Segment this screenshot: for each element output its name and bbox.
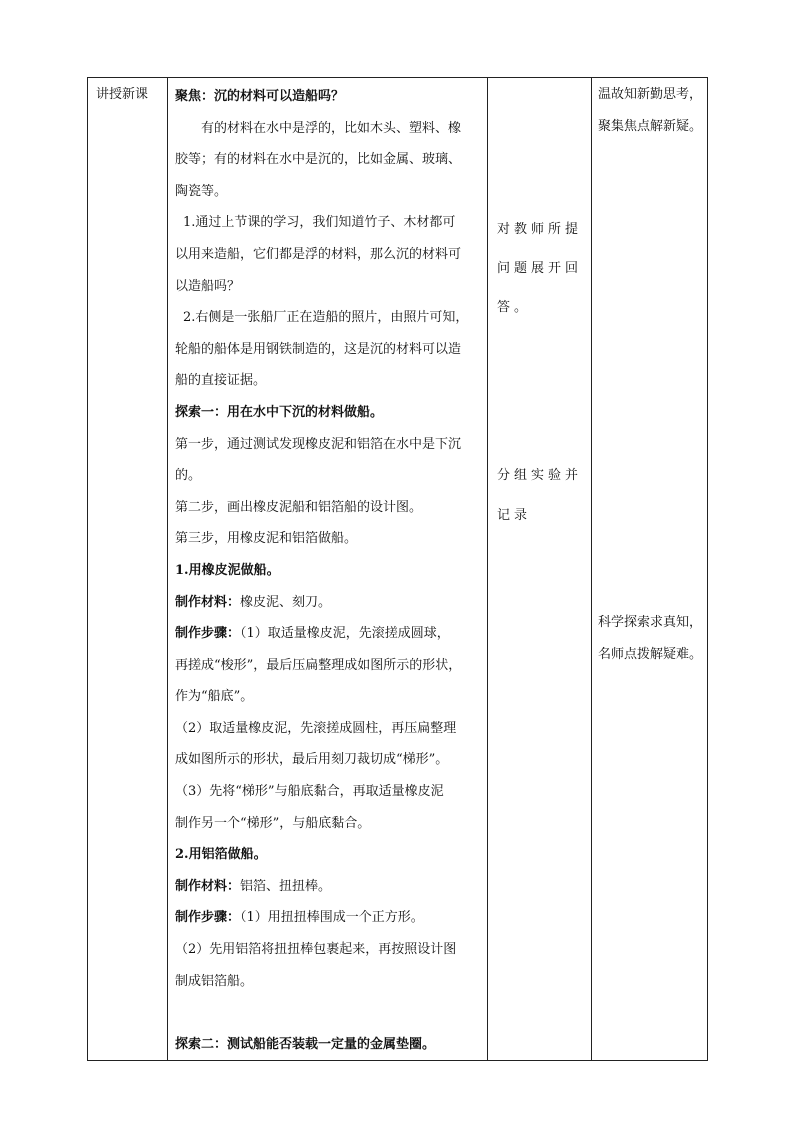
step-line: （2）取适量橡皮泥，先滚搓成圆柱，再压扁整理	[175, 720, 457, 736]
foil-steps-line	[175, 902, 479, 934]
group-line: 分组实验并	[497, 468, 583, 483]
paragraph-line: 船的直接证据。	[175, 373, 267, 389]
paragraph-line: 以造船吗？	[175, 278, 241, 294]
clay-boat-heading: 1.用橡皮泥做船。	[175, 562, 280, 578]
clay-material-line	[175, 587, 479, 619]
paragraph-line: 以用来造船，它们都是浮的材料，那么沉的材料可	[175, 246, 462, 262]
stage-cell	[88, 78, 168, 1061]
paragraph-line: 陶瓷等。	[175, 183, 228, 199]
steps-text: （1）用扭扭棒围成一个正方形。	[240, 910, 424, 926]
material-text: 橡皮泥、刻刀。	[240, 594, 332, 610]
answer-line: 对教师所提	[497, 222, 583, 237]
paragraph-line: 1.通过上节课的学习，我们知道竹子、木材都可	[183, 215, 456, 231]
paragraph-line: 轮船的船体是用钢铁制造的，这是沉的材料可以造	[175, 341, 462, 357]
step-line: 制作另一个“梯形”，与船底黏合。	[175, 815, 371, 831]
paragraph-line: 胶等；有的材料在水中是沉的，比如金属、玻璃、	[175, 152, 462, 168]
intent-line: 名师点拨解疑难。	[598, 647, 703, 662]
step-line: 第二步，画出橡皮泥船和铝箔船的设计图。	[175, 499, 423, 515]
clay-steps-line	[175, 618, 479, 650]
student-activity-cell	[488, 78, 592, 1061]
design-intent-cell	[592, 78, 708, 1061]
group-line: 记录	[497, 508, 532, 523]
step-line: （2）先用铝箔将扭扭棒包裹起来，再按照设计图	[175, 942, 457, 958]
material-label: 制作材料：	[175, 878, 241, 894]
intent-line: 聚集焦点解新疑。	[598, 119, 703, 134]
stage-label: 讲授新课	[96, 87, 149, 102]
step-line: 第一步，通过测试发现橡皮泥和铝箔在水中是下沉	[175, 436, 462, 452]
step-line: 成如图所示的形状，最后用刻刀裁切成“梯形”。	[175, 752, 449, 768]
lesson-plan-table	[87, 77, 708, 1061]
steps-text: （1）取适量橡皮泥，先滚搓成圆球，	[240, 626, 450, 642]
steps-label: 制作步骤：	[175, 910, 241, 926]
paragraph-line: 有的材料在水中是浮的，比如木头、塑料、橡	[201, 120, 462, 136]
answer-line: 答。	[497, 300, 532, 315]
steps-label: 制作步骤：	[175, 626, 241, 642]
table-row	[88, 78, 708, 1061]
explore-two-heading: 探索二：测试船能否装载一定量的金属垫圈。	[175, 1036, 436, 1052]
foil-boat-heading: 2.用铝箔做船。	[175, 847, 267, 863]
step-line: 作为“船底”。	[175, 689, 254, 705]
intent-line: 科学探索求真知，	[598, 615, 703, 630]
answer-line: 问题展开回	[497, 261, 583, 276]
blank-line	[175, 997, 479, 1029]
focus-text: 沉的材料可以造船吗？	[214, 89, 345, 104]
explore-one-heading: 探索一：用在水中下沉的材料做船。	[175, 404, 384, 420]
material-label: 制作材料：	[175, 594, 241, 610]
step-line: 第三步，用橡皮泥和铝箔做船。	[175, 531, 358, 547]
content-cell	[168, 78, 488, 1061]
step-line: 的。	[175, 468, 202, 484]
material-text: 铝箔、扭扭棒。	[240, 878, 332, 894]
focus-heading	[175, 81, 479, 113]
step-line: （3）先将“梯形”与船底黏合，再取适量橡皮泥	[175, 784, 444, 800]
foil-material-line	[175, 871, 479, 903]
intent-line: 温故知新勤思考，	[598, 87, 703, 102]
focus-label: 聚焦：	[175, 89, 215, 104]
step-line: 再搓成“梭形”，最后压扁整理成如图所示的形状，	[175, 657, 462, 673]
paragraph-line: 2.右侧是一张船厂正在造船的照片，由照片可知，	[183, 310, 469, 326]
step-line: 制成铝箔船。	[175, 973, 254, 989]
